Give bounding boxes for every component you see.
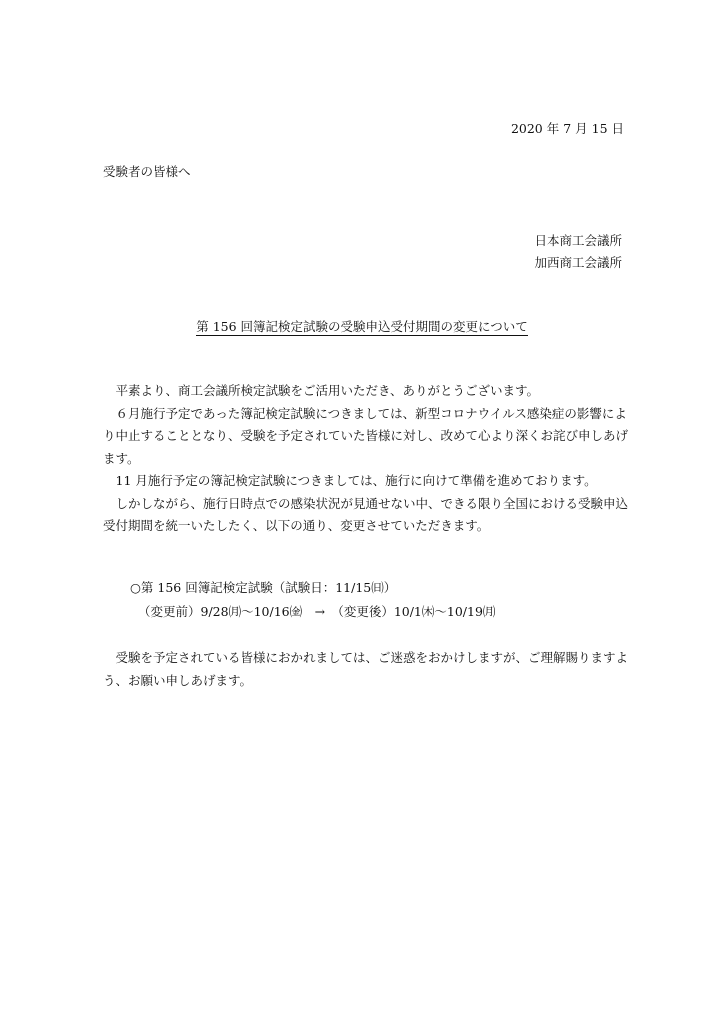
cancellation-paragraph: ６月施行予定であった簿記検定試験につきましては、新型コロナウイルス感染症の影響により中止することとなり、受験を予定されていた皆様に対し、改めて心より深くお詫び申しあげます。	[103, 405, 629, 466]
closing-paragraph: 受験を予定されている皆様におかれましては、ご迷惑をおかけしますが、ご理解賜りますよう、お願い申しあげます。	[103, 650, 629, 688]
closing-block	[103, 647, 633, 692]
document-title	[0, 318, 724, 336]
application-period-change: （変更前）9/28㈪～10/16㈮ → （変更後）10/1㈭～10/19㈪	[138, 604, 496, 619]
document-date: 2020 年 7 月 15 日	[510, 121, 624, 136]
greeting-paragraph: 平素より、商工会議所検定試験をご活用いただき、ありがとうございます。	[115, 383, 540, 398]
document-body	[103, 380, 633, 538]
sender-organization-2: 加西商工会議所	[534, 255, 622, 270]
document-title-text: 第 156 回簿記検定試験の受験申込受付期間の変更について	[196, 319, 528, 334]
schedule-change-paragraph: しかしながら、施行日時点での感染状況が見通せない中、できる限り全国における受験申込受付期間を統一いたしたく、以下の通り、変更させていただきます。	[103, 495, 629, 533]
sender-organization-1: 日本商工会議所	[534, 233, 622, 248]
november-exam-paragraph: 11 月施行予定の簿記検定試験につきましては、施行に向けて準備を進めております。	[115, 473, 597, 488]
exam-heading: ○第 156 回簿記検定試験（試験日：11/15㈰）	[130, 580, 397, 595]
exam-schedule-block	[130, 576, 495, 624]
addressee: 受験者の皆様へ	[103, 164, 191, 179]
